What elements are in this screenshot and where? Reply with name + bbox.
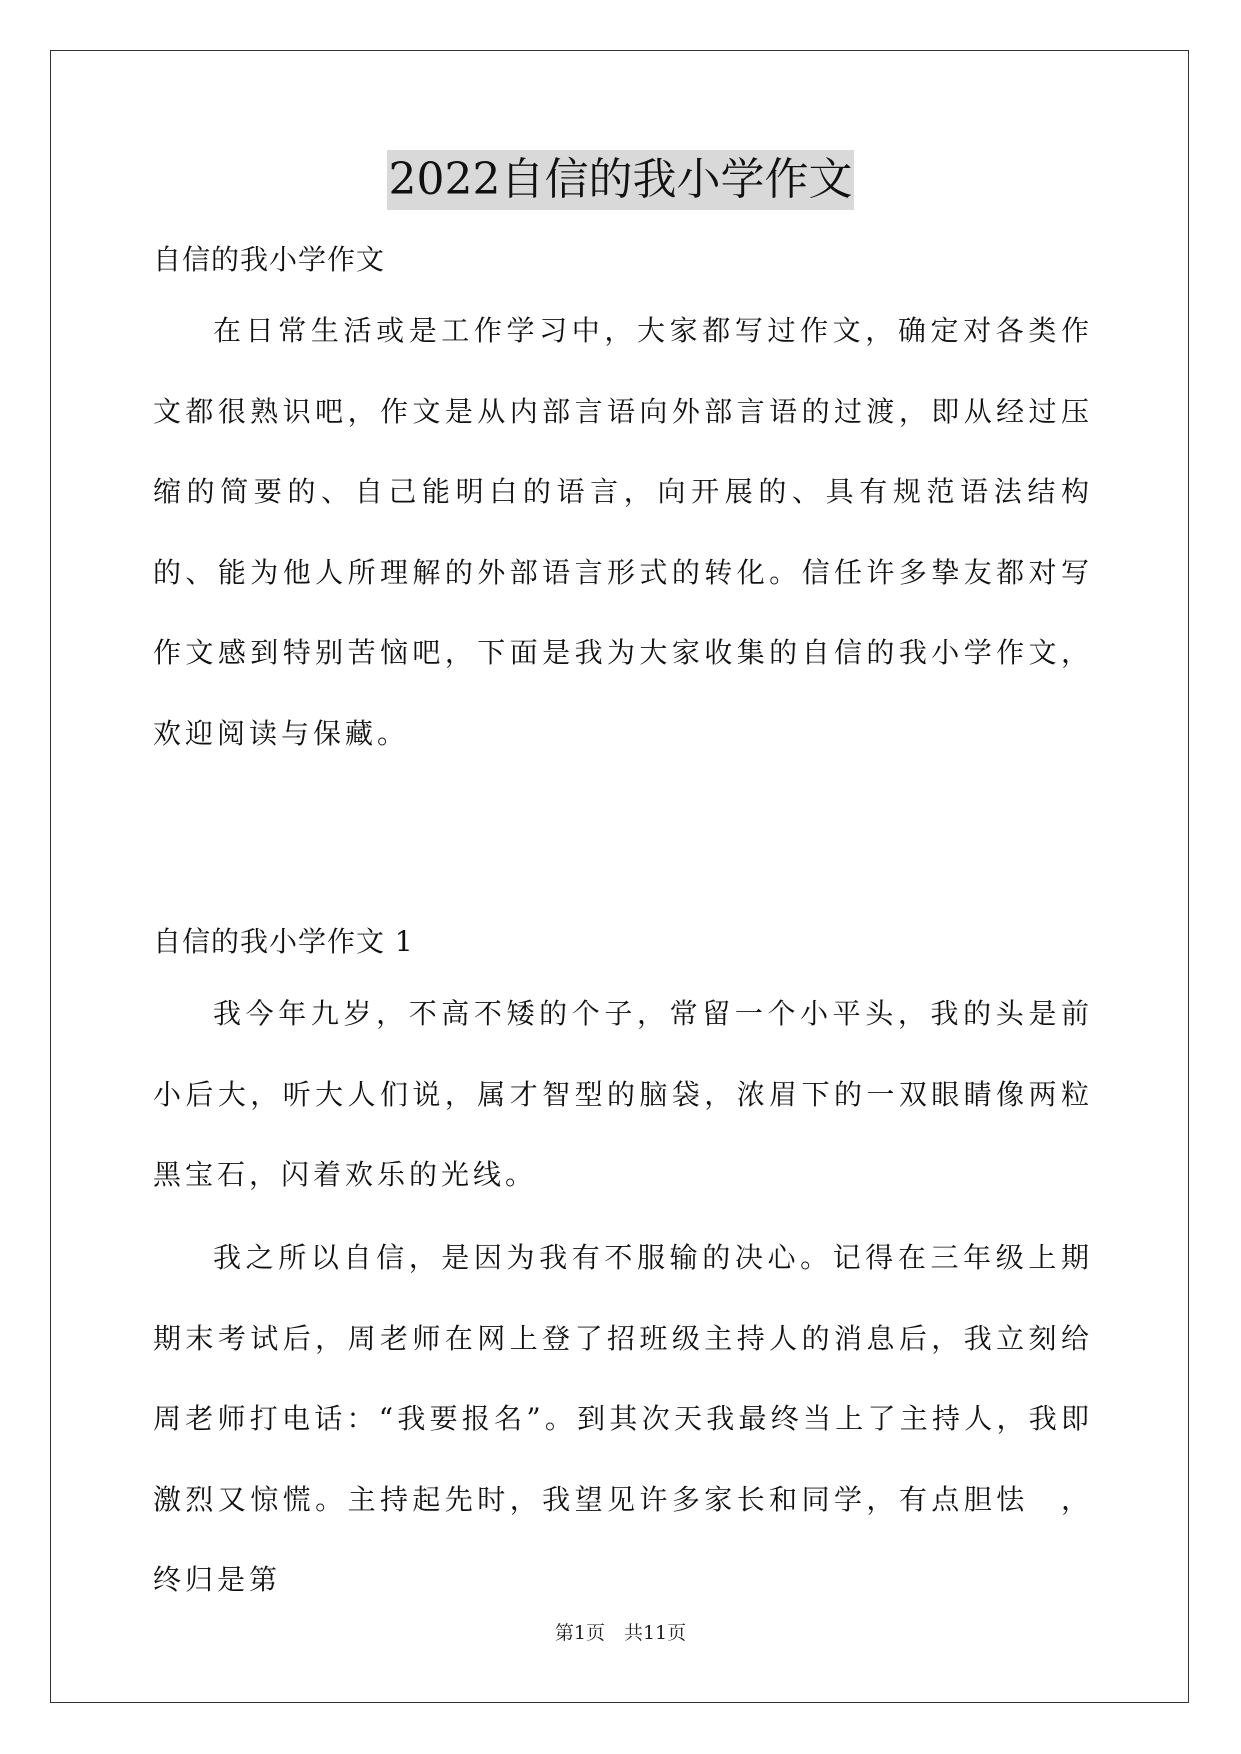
document-subtitle: 自信的我小学作文 (153, 243, 386, 276)
intro-paragraph: 在日常生活或是工作学习中，大家都写过作文，确定对各类作文都很熟识吧，作文是从内部言语向外部言语的过渡，即从经过压缩的简要的、自己能明白的语言，向开展的、具有规范语法结构的、能为他人所理解的外部语言形式的转化。信任许多挚友都对写作文感到特别苦恼吧，下面是我为大家收集的自信的我小学作文，欢迎阅读与保藏。 (153, 314, 1093, 750)
section-heading: 自信的我小学作文 1 (153, 925, 414, 958)
title-container (0, 150, 1241, 210)
body-paragraph-2: 我之所以自信，是因为我有不服输的决心。记得在三年级上期期末考试后，周老师在网上登了招班级主持人的消息后，我立刻给周老师打电话：“我要报名”。到其次天我最终当上了主持人，我即激烈又惊慌。主持起先时，我望见许多家长和同学，有点胆怯 ，终归是第 (153, 1241, 1093, 1596)
body-paragraph-1: 我今年九岁，不高不矮的个子，常留一个小平头，我的头是前小后大，听大人们说，属才智型的脑袋，浓眉下的一双眼睛像两粒黑宝石，闪着欢乐的光线。 (153, 997, 1093, 1191)
document-title: 2022自信的我小学作文 (387, 150, 855, 210)
page-number-footer: 第1页 共11页 (554, 1622, 687, 1644)
